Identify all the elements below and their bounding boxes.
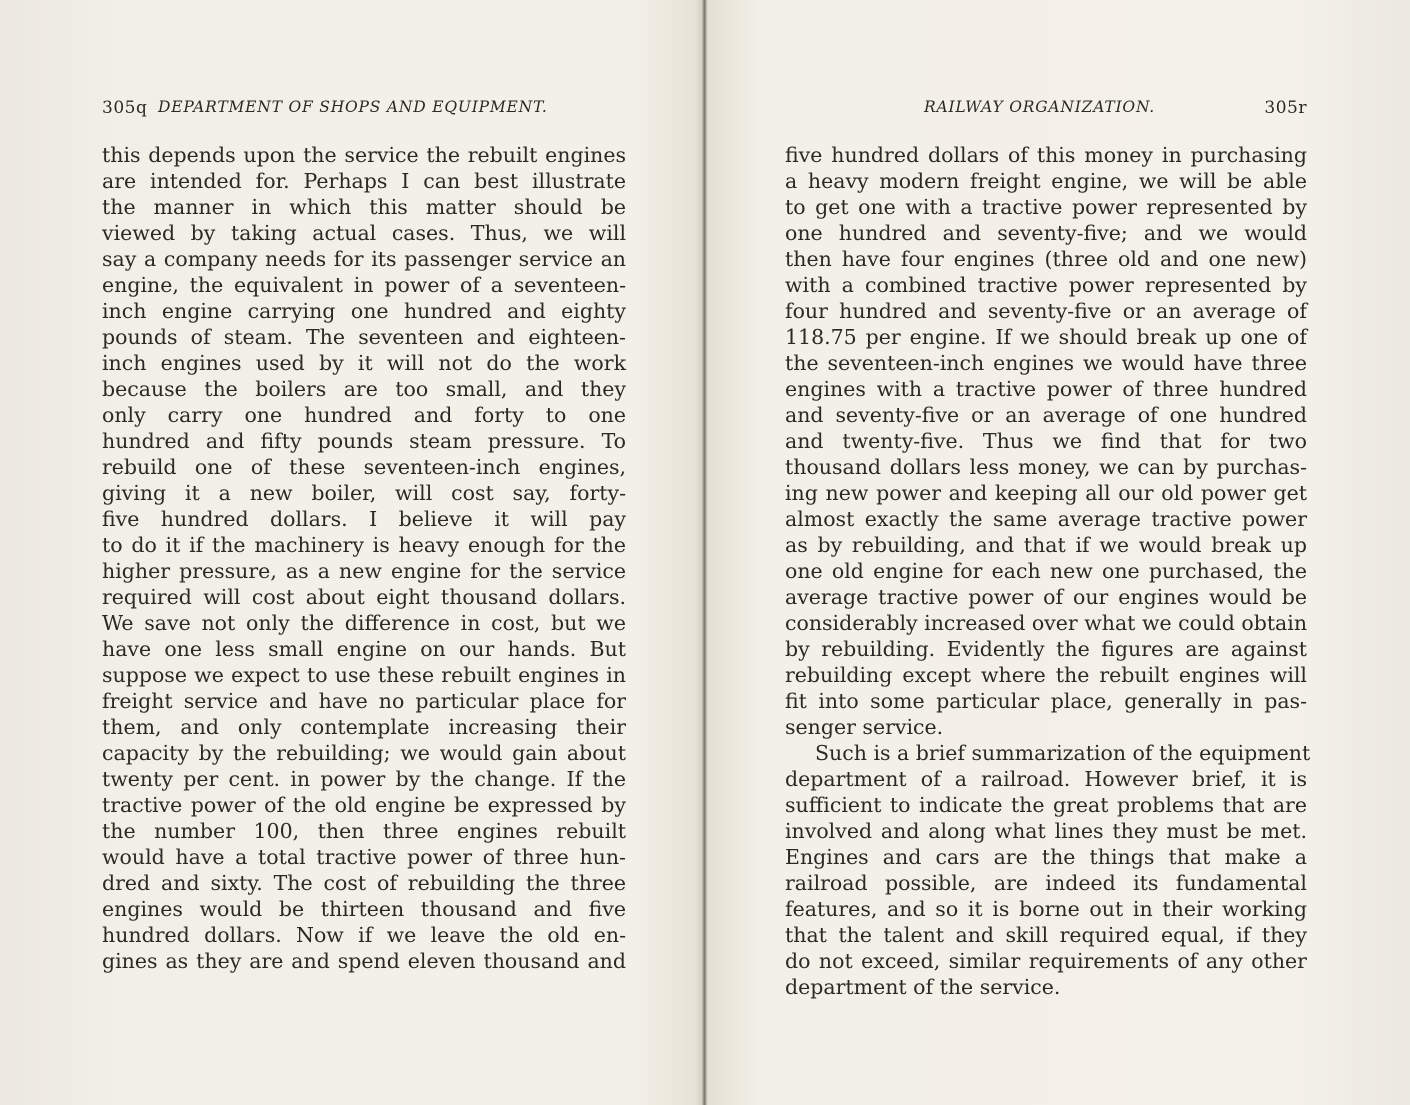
text-line: thousand dollars less money, we can by purchas- [785,455,1307,479]
text-line: hundred and fifty pounds steam pressure. To [102,429,626,453]
text-line: senger service. [785,715,944,739]
text-line: sufficient to indicate the great problems that are [785,793,1307,817]
text-line: them, and only contemplate increasing their [102,715,626,739]
text-line: as by rebuilding, and that if we would break up [785,533,1307,557]
text-line: only carry one hundred and forty to one [102,403,626,427]
text-line: average tractive power of our engines would be [785,585,1307,609]
text-line: giving it a new boiler, will cost say, forty- [102,481,626,505]
text-line: ing new power and keeping all our old power get [785,481,1307,505]
left-page [0,0,702,1105]
text-line: with a combined tractive power represented by [785,273,1307,297]
text-line: higher pressure, as a new engine for the service [102,559,626,583]
text-line: pounds of steam. The seventeen and eighteen- [102,325,626,349]
text-line: twenty per cent. in power by the change. If the [102,767,626,791]
text-line: and seventy-five or an average of one hundred [785,403,1307,427]
text-line: features, and so it is borne out in their working [785,897,1307,921]
text-line: department of the service. [785,975,1061,999]
left-running-head: DEPARTMENT OF SHOPS AND EQUIPMENT. [158,98,548,116]
left-page-number: 305q [102,98,148,118]
text-line: the number 100, then three engines rebuilt [102,819,626,843]
text-line: are intended for. Perhaps I can best illustrate [102,169,626,193]
text-line: capacity by the rebuilding; we would gain about [102,741,626,765]
text-line: rebuilding except where the rebuilt engines will [785,663,1307,687]
text-line: that the talent and skill required equal, if they [785,923,1307,947]
right-running-head: RAILWAY ORGANIZATION. [924,98,1156,116]
text-line: inch engine carrying one hundred and eighty [102,299,626,323]
text-line: and twenty-five. Thus we find that for two [785,429,1307,453]
right-body-text [785,142,1311,1000]
text-line: considerably increased over what we could obtain [785,611,1308,635]
left-page-header [102,96,626,122]
text-line: dred and sixty. The cost of rebuilding the three [102,871,626,895]
text-line: almost exactly the same average tractive power [785,507,1307,531]
left-body-text [102,142,626,974]
text-line: one old engine for each new one purchased, the [785,559,1307,583]
text-line: a heavy modern freight engine, we will be able [785,169,1307,193]
text-line: five hundred dollars of this money in purchasing [785,143,1307,167]
text-line: the manner in which this matter should be [102,195,626,219]
text-line: railroad possible, are indeed its fundamental [785,871,1307,895]
text-line: do not exceed, similar requirements of any other [785,949,1307,973]
text-line: this depends upon the service the rebuilt engines [102,143,626,167]
right-page-header [924,96,1307,122]
text-line: to get one with a tractive power represented by [785,195,1307,219]
text-line: engine, the equivalent in power of a seventeen- [102,273,626,297]
text-line: five hundred dollars. I believe it will pay [102,507,626,531]
text-line: would have a total tractive power of three hun- [102,845,626,869]
text-line: one hundred and seventy-five; and we would [785,221,1307,245]
text-line: tractive power of the old engine be expressed by [102,793,626,817]
text-line: gines as they are and spend eleven thousand and [102,949,626,973]
text-line: department of a railroad. However brief, it is [785,767,1307,791]
right-page-number: 305r [1264,98,1307,118]
text-line: fit into some particular place, generally in pas- [785,689,1307,713]
right-page [707,0,1410,1105]
text-line: required will cost about eight thousand dollars. [102,585,626,609]
text-line: suppose we expect to use these rebuilt engines in [102,663,626,687]
text-line: because the boilers are too small, and they [102,377,626,401]
text-line: 118.75 per engine. If we should break up one of [785,325,1307,349]
text-line: rebuild one of these seventeen-inch engines, [102,455,626,479]
text-line: engines would be thirteen thousand and five [102,897,626,921]
text-line: to do it if the machinery is heavy enough for the [102,533,626,557]
text-line: hundred dollars. Now if we leave the old en- [102,923,626,947]
text-line: We save not only the difference in cost, but we [102,611,626,635]
text-line: involved and along what lines they must be met. [785,819,1307,843]
text-line: then have four engines (three old and one new) [785,247,1307,271]
text-line: engines with a tractive power of three hundred [785,377,1307,401]
text-line: Such is a brief summarization of the equipment [815,741,1311,765]
text-line: Engines and cars are the things that make a [785,845,1307,869]
text-line: viewed by taking actual cases. Thus, we will [102,221,626,245]
text-line: four hundred and seventy-five or an average of [785,299,1307,323]
text-line: freight service and have no particular place for [102,689,626,713]
text-line: have one less small engine on our hands. But [102,637,626,661]
text-line: by rebuilding. Evidently the figures are against [785,637,1307,661]
text-line: the seventeen-inch engines we would have three [785,351,1307,375]
text-line: inch engines used by it will not do the work [102,351,626,375]
text-line: say a company needs for its passenger service an [102,247,626,271]
